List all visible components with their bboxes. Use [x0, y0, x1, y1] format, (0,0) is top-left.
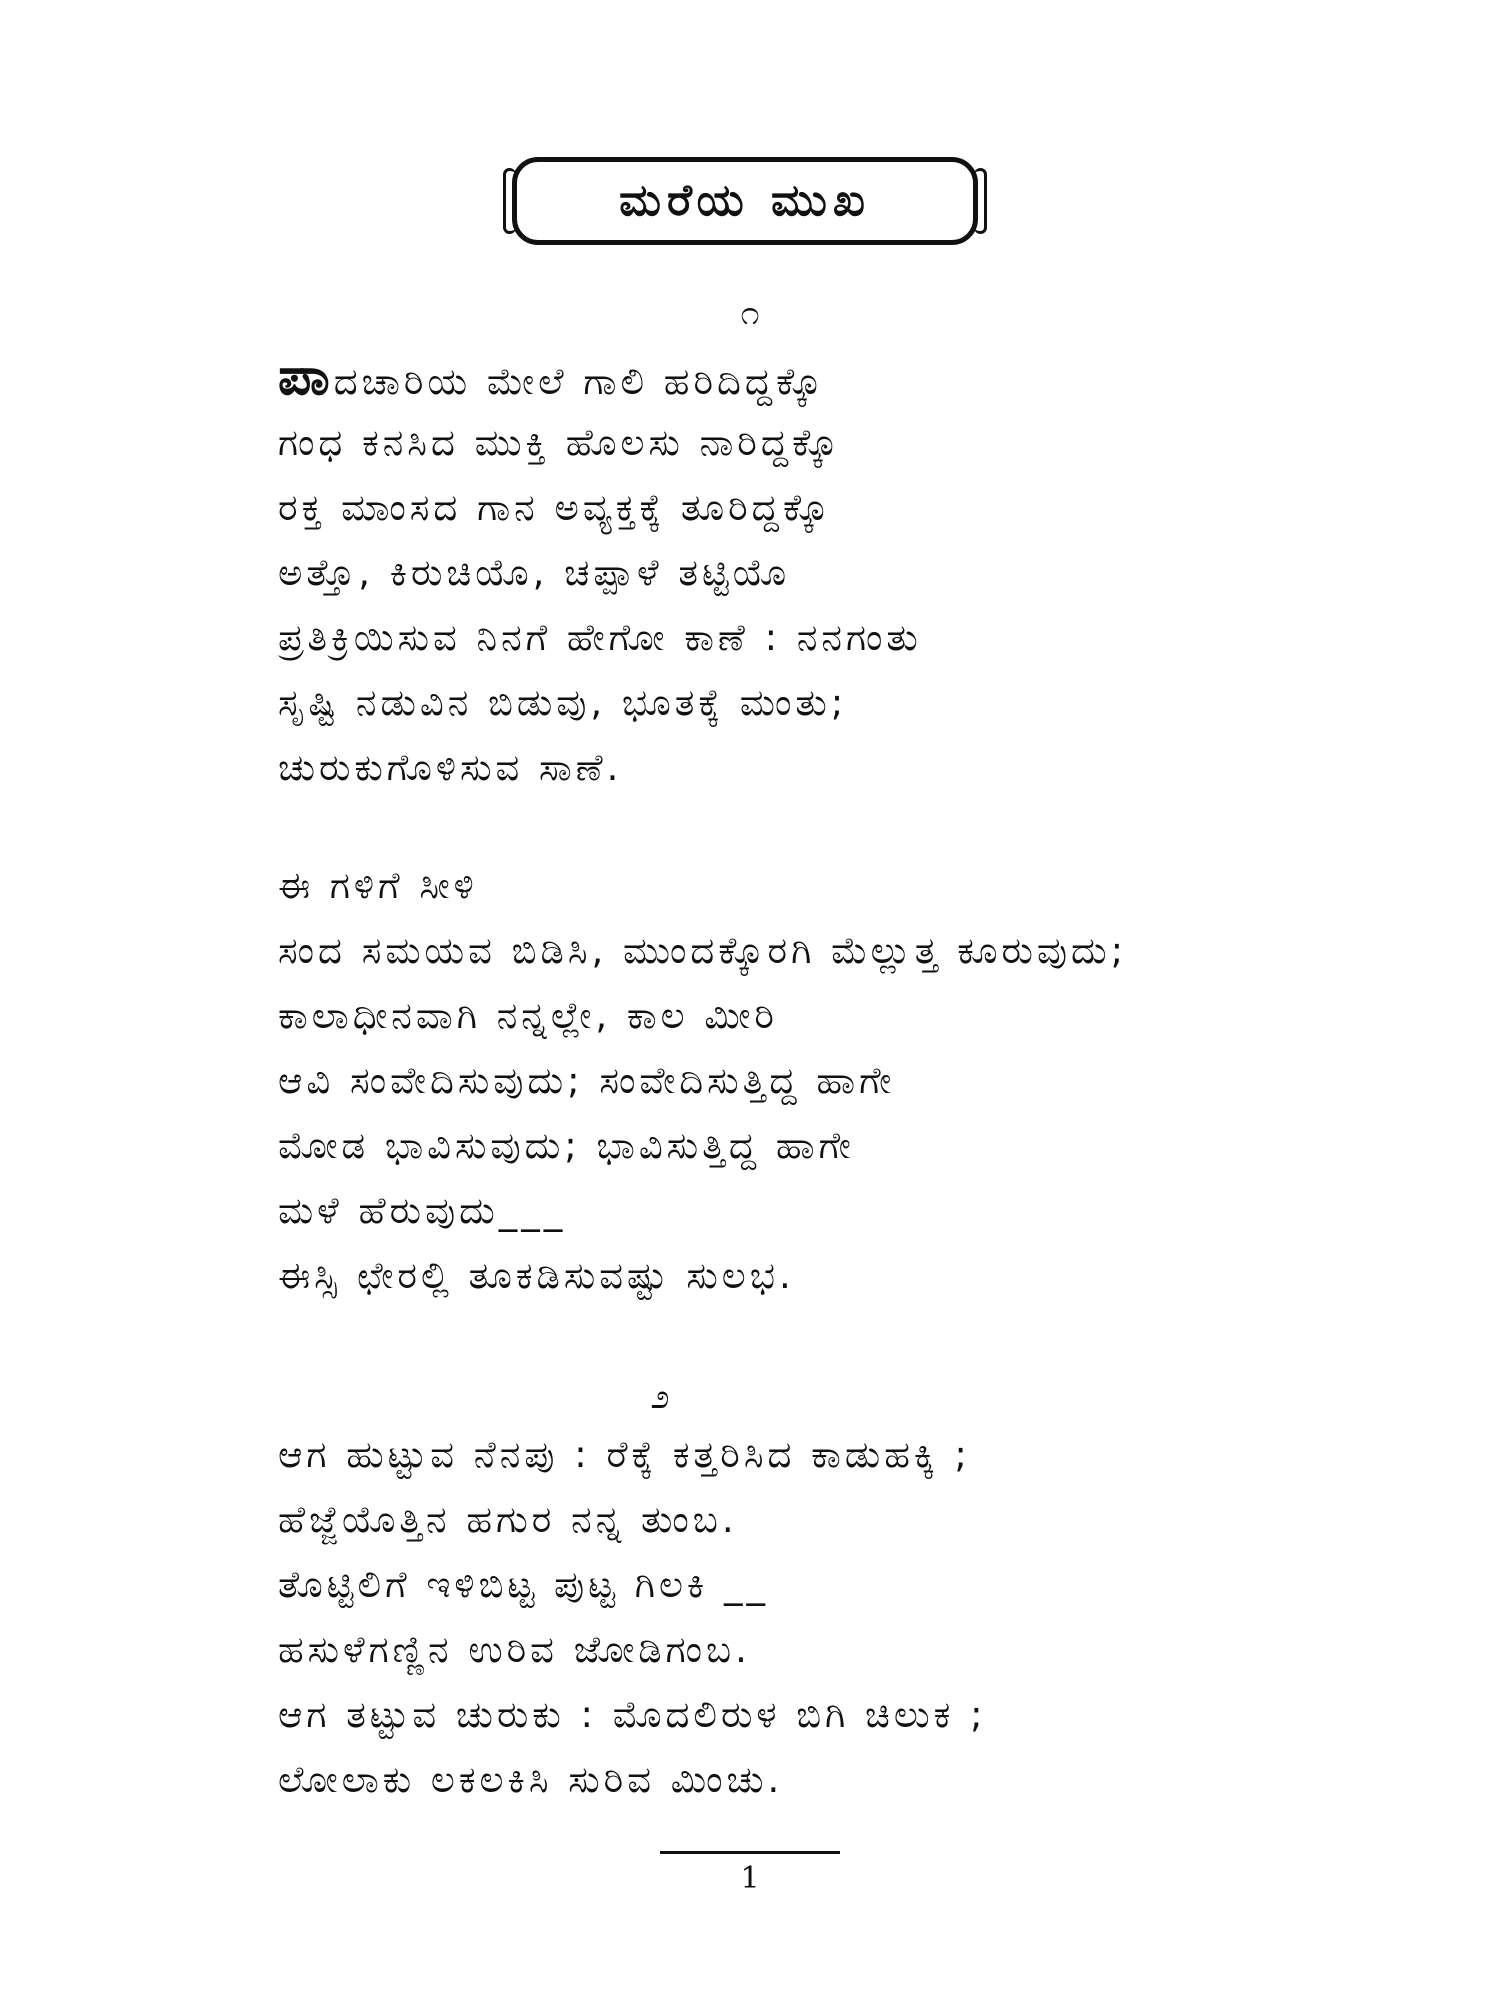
poem-line: ಹೆಜ್ಜೆಯೊತ್ತಿನ ಹಗುರ ನನ್ನ ತುಂಬ.	[278, 1498, 738, 1541]
poem-line: ಕಾಲಾಧೀನವಾಗಿ ನನ್ನಲ್ಲೇ, ಕಾಲ ಮೀರಿ	[278, 994, 778, 1037]
page-number: 1	[740, 1861, 760, 1896]
stanza	[278, 345, 1438, 800]
poem-line: ಪ್ರತಿಕ್ರಿಯಿಸುವ ನಿನಗೆ ಹೇಗೋ ಕಾಣೆ : ನನಗಂತು	[278, 616, 922, 659]
poem-line: ತೊಟ್ಟಿಲಿಗೆ ಇಳಿಬಿಟ್ಟ ಪುಟ್ಟ ಗಿಲಕಿ __	[278, 1563, 770, 1606]
poem-line: ಗಂಧ ಕನಸಿದ ಮುಕ್ತಿ ಹೊಲಸು ನಾರಿದ್ದಕ್ಕೊ	[278, 421, 842, 464]
title-frame	[512, 157, 978, 245]
poem-line: ಆಗ ತಟ್ಟುವ ಚುರುಕು : ಮೊದಲಿರುಳ ಬಿಗಿ ಚಿಲುಕ ;	[278, 1693, 987, 1736]
section-number: ೨	[650, 1377, 670, 1417]
poem-line: ಮಳೆ ಹೆರುವುದು___	[278, 1189, 567, 1232]
poem-line: ಆವಿ ಸಂವೇದಿಸುವುದು; ಸಂವೇದಿಸುತ್ತಿದ್ದ ಹಾಗೇ	[278, 1059, 896, 1102]
stanza	[278, 853, 1438, 1308]
footer-divider	[660, 1851, 840, 1854]
poem-line: ಲೋಲಾಕು ಲಕಲಕಿಸಿ ಸುರಿವ ಮಿಂಚು.	[278, 1758, 784, 1801]
poem-line: ಚುರುಕುಗೊಳಿಸುವ ಸಾಣೆ.	[278, 746, 623, 789]
page-title: ಮರೆಯ ಮುಖ	[619, 175, 871, 226]
poem-line: ಅತ್ತೊ, ಕಿರುಚಿಯೊ, ಚಪ್ಪಾಳೆ ತಟ್ಟಿಯೊ	[278, 551, 791, 594]
poem-line: ಹಸುಳೆಗಣ್ಣಿನ ಉರಿವ ಜೋಡಿಗಂಬ.	[278, 1628, 751, 1671]
poem-line: ಮೋಡ ಭಾವಿಸುವುದು; ಭಾವಿಸುತ್ತಿದ್ದ ಹಾಗೇ	[278, 1124, 855, 1167]
poem-line: ರಕ್ತ ಮಾಂಸದ ಗಾನ ಅವ್ಯಕ್ತಕ್ಕೆ ತೂರಿದ್ದಕ್ಕೊ	[278, 486, 833, 529]
drop-cap: ಪಾ	[278, 347, 334, 407]
poem-line: ಸೃಷ್ಟಿ ನಡುವಿನ ಬಿಡುವು, ಭೂತಕ್ಕೆ ಮಂತು;	[278, 681, 848, 724]
poem-line: ಆಗ ಹುಟ್ಟುವ ನೆನಪು : ರೆಕ್ಕೆ ಕತ್ತರಿಸಿದ ಕಾಡುಹಕ್ಕಿ ;	[278, 1433, 971, 1476]
poem-line-rest: ದಚಾರಿಯ ಮೇಲೆ ಗಾಲಿ ಹರಿದಿದ್ದಕ್ಕೊ	[333, 360, 826, 403]
section-number: ೧	[740, 293, 760, 333]
poem-line: ಸಂದ ಸಮಯವ ಬಿಡಿಸಿ, ಮುಂದಕ್ಕೊರಗಿ ಮೆಲ್ಲುತ್ತ ಕೂರುವುದು;	[278, 929, 1128, 972]
stanza	[278, 1422, 1438, 1812]
poem-line: ಈಸ್ಸಿ ಛೇರಲ್ಲಿ ತೂಕಡಿಸುವಷ್ಟು ಸುಲಭ.	[278, 1254, 795, 1297]
poem-line: ಈ ಗಳಿಗೆ ಸೀಳಿ	[278, 864, 478, 907]
poem-line	[278, 345, 1438, 410]
